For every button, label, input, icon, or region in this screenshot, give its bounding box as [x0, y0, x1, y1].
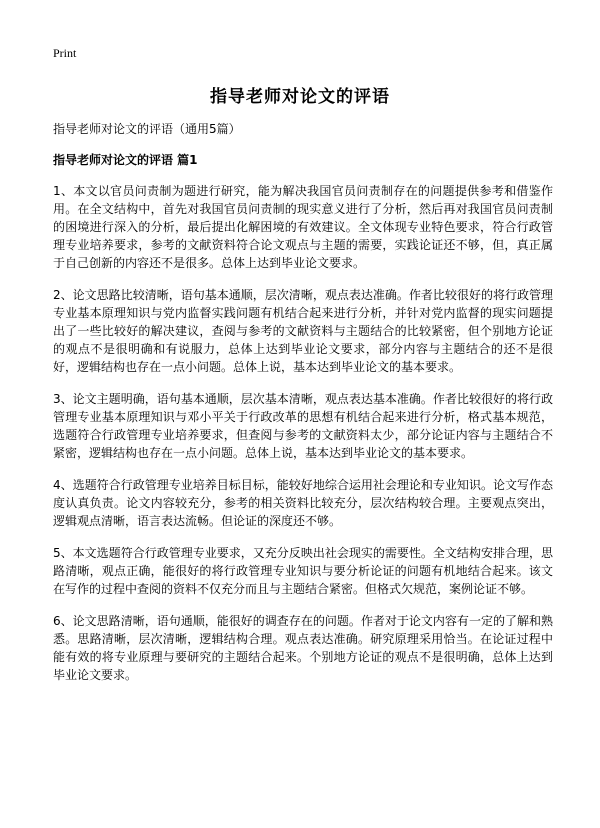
section-heading: 指导老师对论文的评语 篇1 [53, 153, 198, 167]
paragraph-4: 4、选题符合行政管理专业培养目标目标，能较好地综合运用社会理论和专业知识。论文写作态度认真负责。论文内容较充分，参考的相关资料比较充分，层次结构较合理。主要观点突出，逻辑观点清晰，语言表达流畅。但论证的深度还不够。 [53, 478, 553, 528]
paragraph-1: 1、本文以官员问责制为题进行研究，能为解决我国官员问责制存在的问题提供参考和借鉴作用。在全文结构中，首先对我国官员问责制的现实意义进行了分析，然后再对我国官员问责制的困境进行深入的分析，最后提出化解困境的有效建议。全文体现专业特色要求，符合行政管理专业培养要求，参考的文献资料符合论文观点与主题的需要，实践论证还不够，但，真正属于自己创新的内容还不是很多。总体上达到毕业论文要求。 [53, 184, 553, 270]
document-subtitle: 指导老师对论文的评语（通用5篇） [53, 122, 241, 136]
document-title: 指导老师对论文的评语 [210, 87, 390, 107]
paragraph-2: 2、论文思路比较清晰，语句基本通顺，层次清晰，观点表达准确。作者比较很好的将行政管理专业基本原理知识与党内监督实践问题有机结合起来进行分析，并针对党内监督的现实问题提出了一些比较好的解决建议，查阅与参考的文献资料与主题结合的比较紧密，但个别地方论证的观点不是很明确和有说服力，总体上达到毕业论文要求，部分内容与主题结合的还不是很好，逻辑结构也存在一点小问题。总体上说，基本达到毕业论文的基本要求。 [53, 288, 553, 374]
paragraph-6: 6、论文思路清晰，语句通顺，能很好的调查存在的问题。作者对于论文内容有一定的了解和熟悉。思路清晰，层次清晰，逻辑结构合理。观点表达准确。研究原理采用恰当。在论证过程中能有效的将专业原理与要研究的主题结合起来。个别地方论证的观点不是很明确，总体上达到毕业论文要求。 [53, 614, 553, 682]
print-link[interactable]: Print [53, 46, 77, 60]
paragraph-3: 3、论文主题明确，语句基本通顺，层次基本清晰，观点表达基本准确。作者比较很好的将行政管理专业基本原理知识与邓小平关于行政改革的思想有机结合起来进行分析，格式基本规范，选题符合行政管理专业培养要求，但查阅与参考的文献资料太少，部分论证内容与主题结合不紧密，逻辑结构也存在一点小问题。总体上说，基本达到毕业论文的基本要求。 [53, 392, 553, 460]
document-body [53, 120, 553, 698]
paragraph-5: 5、本文选题符合行政管理专业要求，又充分反映出社会现实的需要性。全文结构安排合理，思路清晰，观点正确，能很好的将行政管理专业知识与要分析论证的问题有机地结合起来。该文在写作的过程中查阅的资料不仅充分而且与主题结合紧密。但格式欠规范，案例论证不够。 [53, 546, 553, 596]
